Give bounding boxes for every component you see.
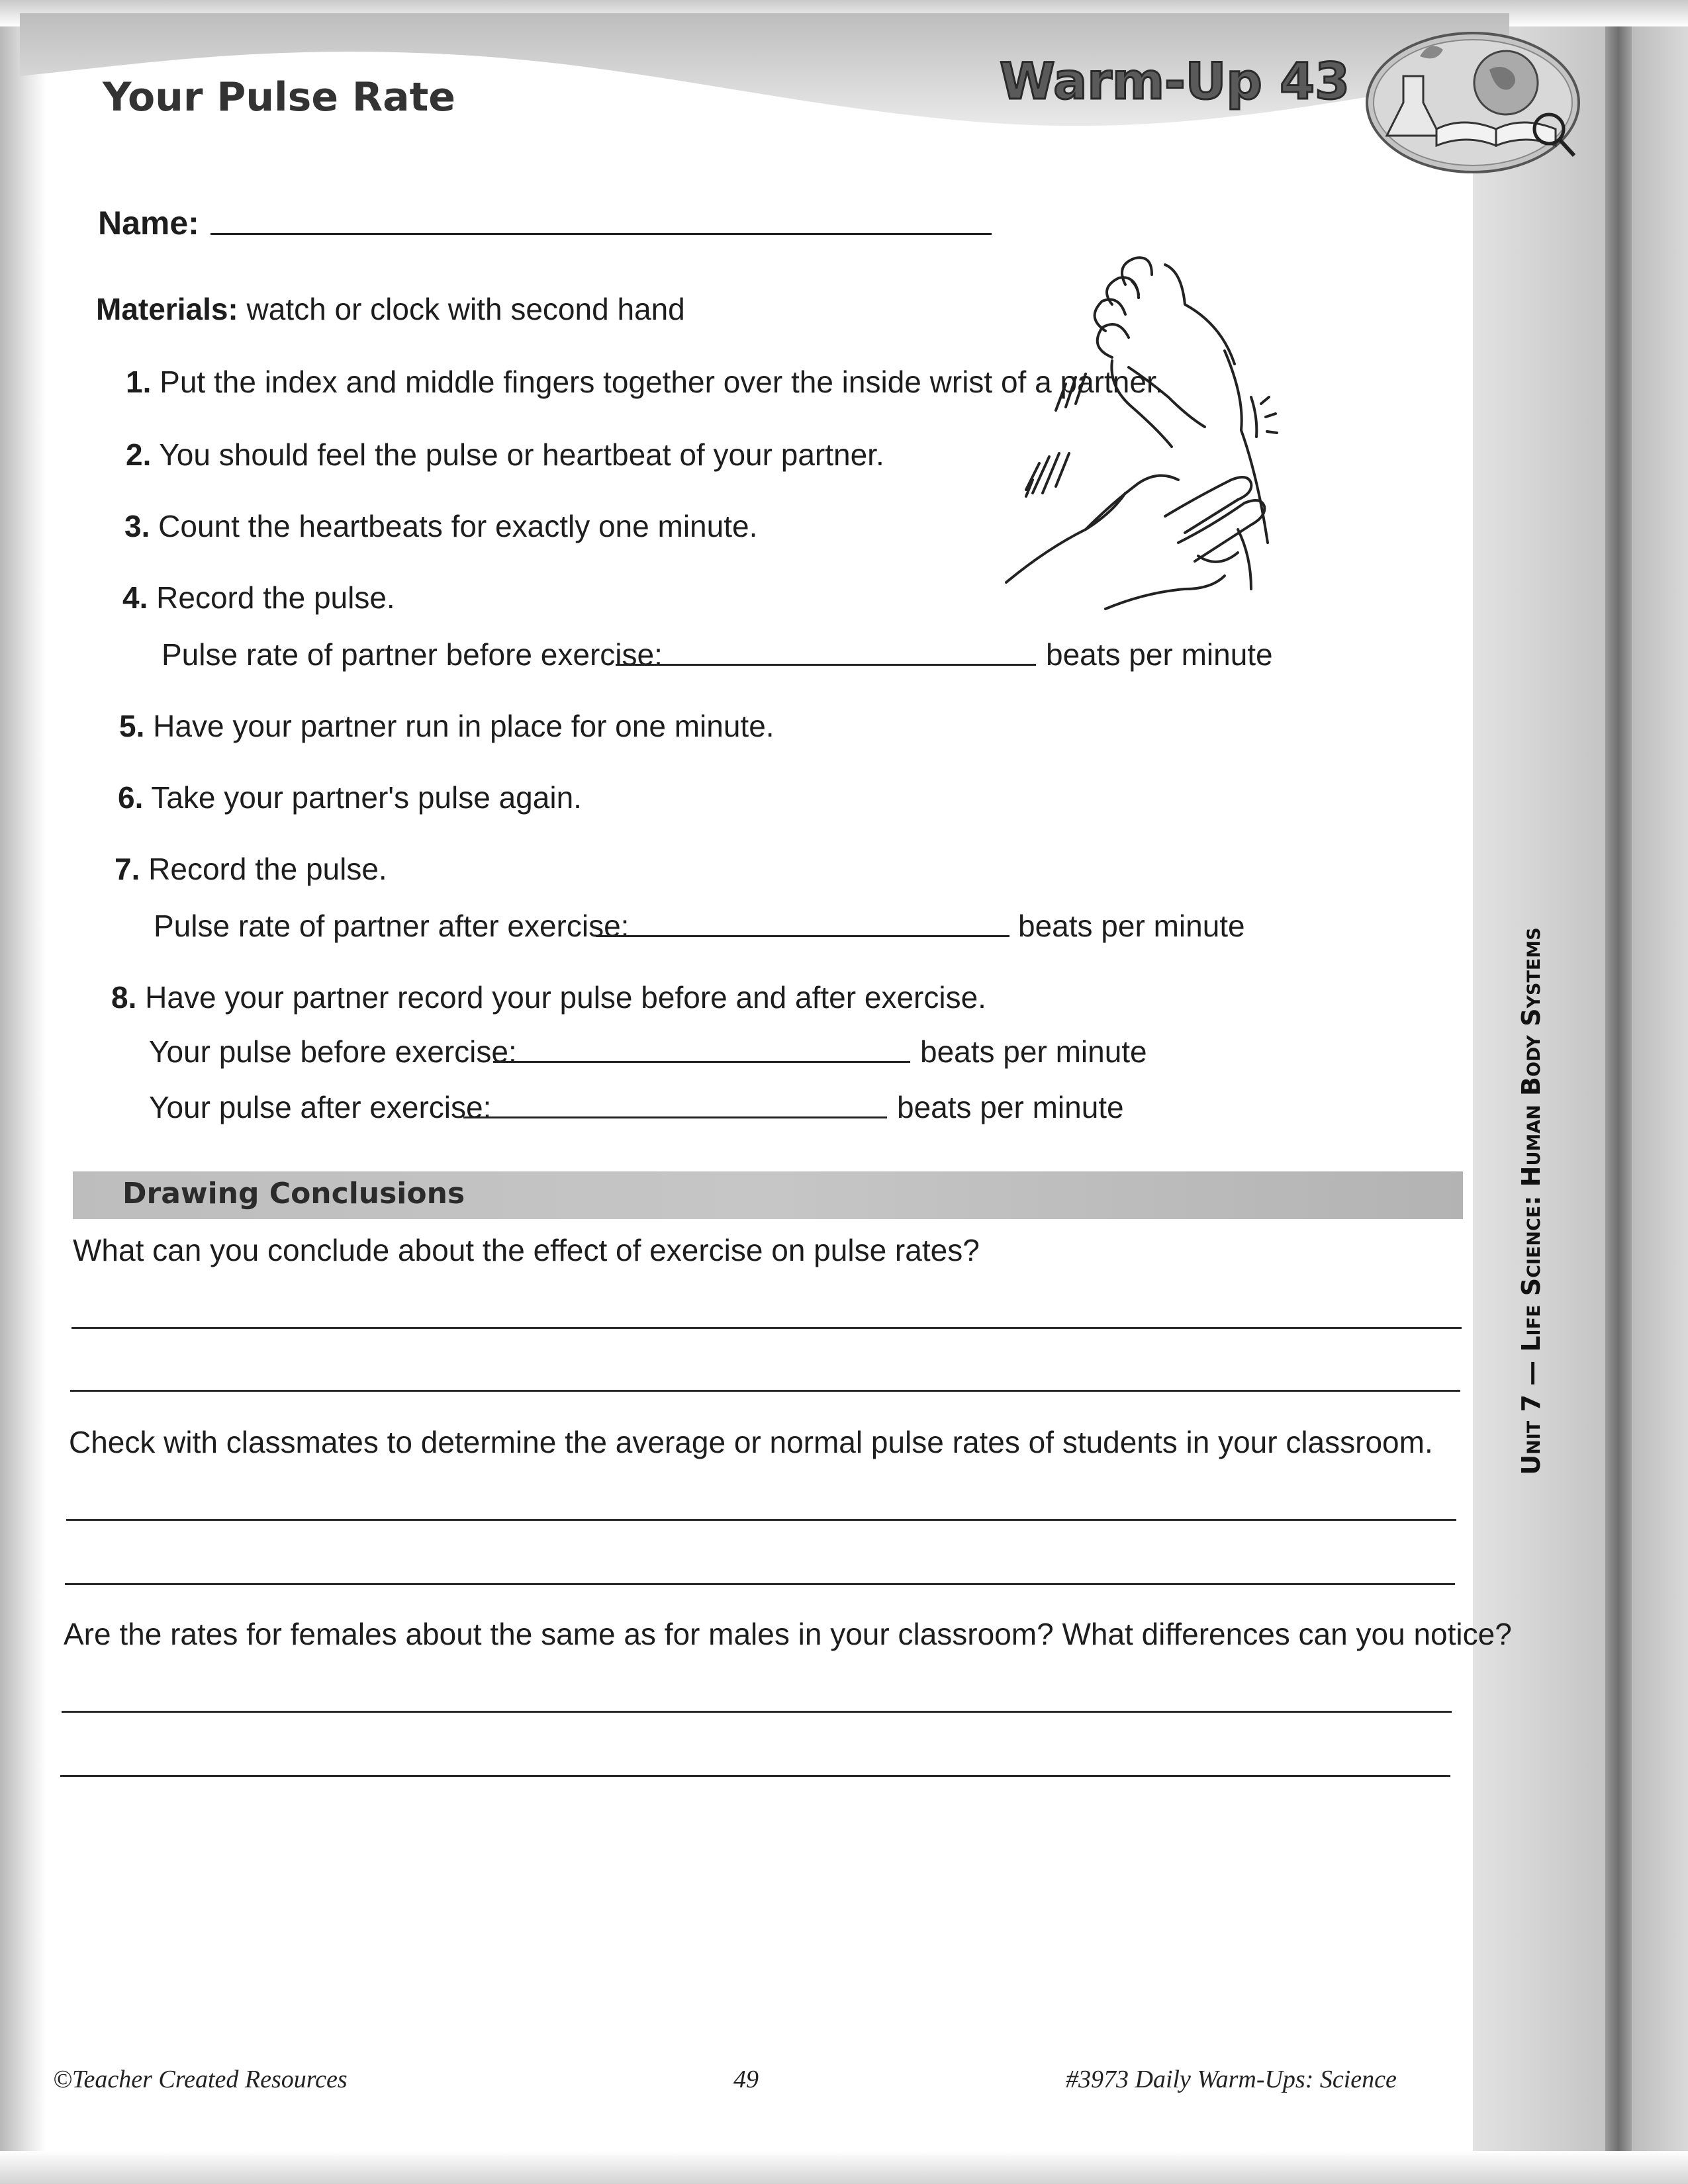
unit-label: beats per minute	[1018, 909, 1245, 943]
unit-label: beats per minute	[897, 1090, 1124, 1124]
answer-line[interactable]	[70, 1390, 1460, 1392]
step-3	[124, 508, 757, 544]
science-logo-icon	[1364, 30, 1582, 175]
step-text: Count the heartbeats for exactly one minute.	[158, 509, 758, 543]
page-title: Your Pulse Rate	[103, 74, 455, 120]
materials-label: Materials:	[96, 292, 238, 326]
step-8	[111, 979, 986, 1015]
materials-value: watch or clock with second hand	[246, 292, 685, 326]
question-1: What can you conclude about the effect of exercise on pulse rates?	[73, 1233, 980, 1267]
partner-after-label: Pulse rate of partner after exercise:	[154, 909, 630, 943]
your-after-field[interactable]	[463, 1116, 887, 1118]
scan-shadow-left	[0, 0, 46, 2184]
unit-side-label: Unit 7 — Life Science: Human Body Systems	[1517, 927, 1546, 1475]
step-text: Put the index and middle fingers together over the inside wrist of a partner.	[160, 365, 1164, 399]
footer-book-title: #3973 Daily Warm-Ups: Science	[1066, 2066, 1397, 2093]
your-before-field[interactable]	[493, 1061, 910, 1063]
step-number: 3.	[124, 509, 150, 543]
step-text: Take your partner's pulse again.	[151, 780, 582, 815]
section-heading: Drawing Conclusions	[122, 1177, 465, 1210]
partner-before-label: Pulse rate of partner before exercise:	[162, 637, 663, 672]
name-field[interactable]	[211, 233, 992, 235]
partner-after-field[interactable]	[596, 935, 1009, 937]
step-number: 6.	[118, 780, 144, 815]
step-number: 4.	[122, 580, 148, 615]
step-text: Record the pulse.	[156, 580, 395, 615]
step-number: 1.	[126, 365, 152, 399]
step-text: Record the pulse.	[148, 852, 387, 886]
step-text: You should feel the pulse or heartbeat of your partner.	[159, 437, 884, 472]
step-number: 8.	[111, 980, 137, 1015]
unit-label: beats per minute	[1046, 637, 1273, 672]
answer-line[interactable]	[60, 1775, 1450, 1777]
step-text: Have your partner run in place for one minute.	[153, 709, 774, 743]
pulse-check-hands-illustration	[1000, 238, 1344, 635]
step-4	[122, 580, 395, 615]
your-after-label: Your pulse after exercise:	[149, 1090, 492, 1124]
step-2	[126, 437, 884, 473]
footer-publisher: ©Teacher Created Resources	[53, 2066, 348, 2093]
step-7	[115, 851, 387, 887]
step-number: 2.	[126, 437, 152, 472]
question-2: Check with classmates to determine the average or normal pulse rates of students in your classroom.	[69, 1425, 1433, 1459]
partner-before-field[interactable]	[616, 664, 1036, 666]
your-before-label: Your pulse before exercise:	[149, 1034, 517, 1069]
scan-binding-edge	[1605, 13, 1632, 2164]
answer-line[interactable]	[71, 1327, 1462, 1329]
step-number: 7.	[115, 852, 140, 886]
answer-line[interactable]	[65, 1583, 1455, 1585]
step-5	[119, 708, 774, 744]
scan-shadow-bottom	[0, 2151, 1688, 2184]
step-1	[126, 364, 1163, 400]
question-3: Are the rates for females about the same as for males in your classroom? What differences can you notice?	[64, 1617, 1512, 1651]
footer-page-number: 49	[733, 2066, 759, 2093]
unit-label: beats per minute	[920, 1034, 1147, 1069]
scan-shadow-right	[1473, 0, 1688, 2184]
materials-row	[96, 291, 685, 327]
step-text: Have your partner record your pulse before and after exercise.	[145, 980, 986, 1015]
answer-line[interactable]	[66, 1519, 1456, 1521]
warmup-label: Warm-Up 43	[1000, 52, 1350, 111]
answer-line[interactable]	[62, 1711, 1452, 1713]
name-label: Name:	[98, 205, 199, 242]
step-number: 5.	[119, 709, 145, 743]
step-6	[118, 780, 582, 815]
